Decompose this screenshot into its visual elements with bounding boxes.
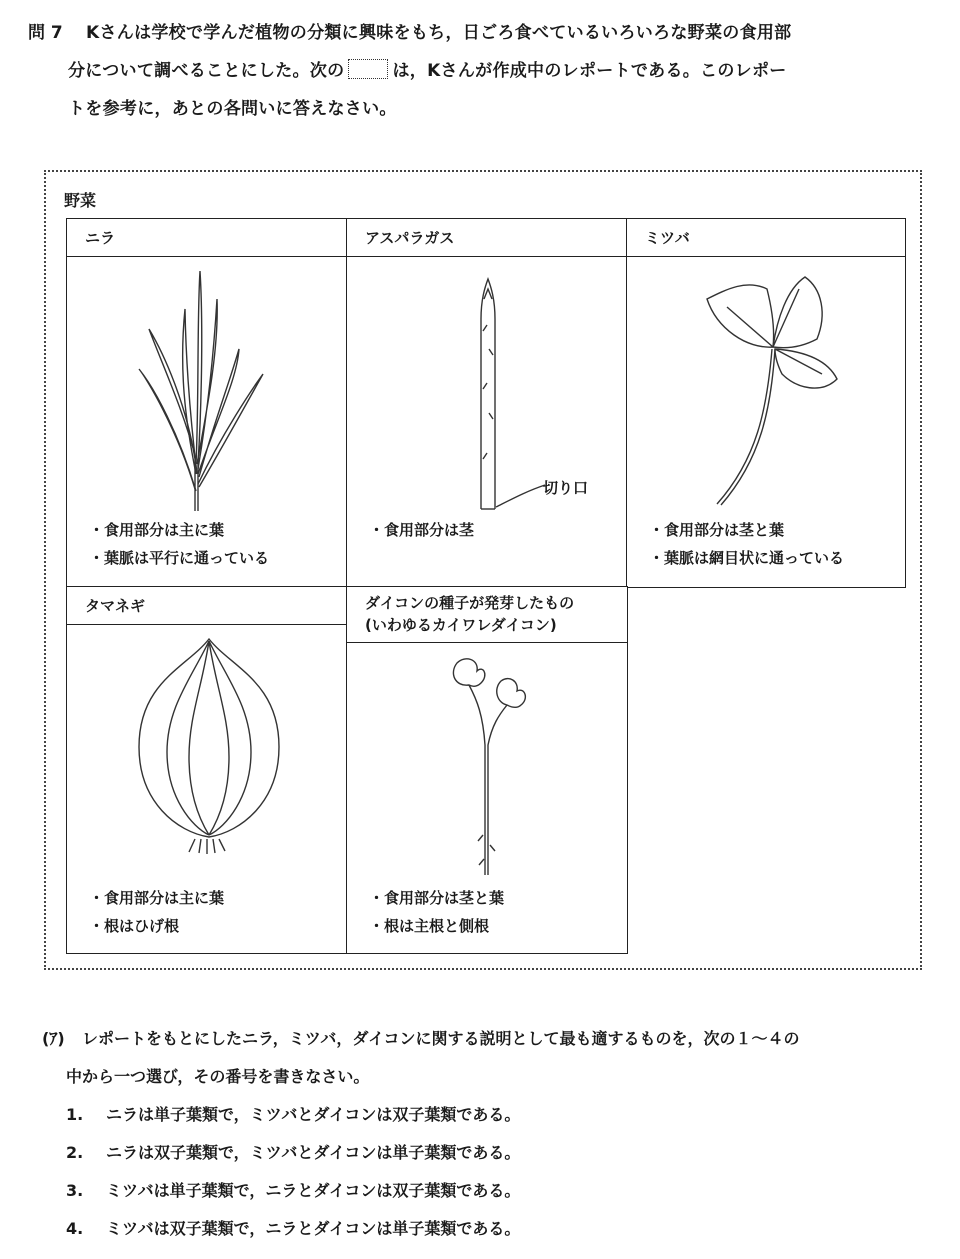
question-line-3: トを参考に，あとの各問いに答えなさい。 — [68, 99, 397, 119]
cell-tamanegi-title: タマネギ — [67, 587, 347, 625]
daikon-illustration — [347, 645, 627, 885]
tamanegi-note-1: ・食用部分は主に葉 — [89, 889, 225, 907]
question-line-1: Kさんは学校で学んだ植物の分類に興味をもち，日ごろ食べているいろいろな野菜の食用部 — [86, 23, 792, 43]
cell-asparagus-title: アスパラガス — [347, 219, 627, 257]
question-number: 問 7 — [28, 23, 63, 43]
report-box — [44, 170, 922, 970]
option-2 — [66, 1134, 520, 1172]
cell-mitsuba — [626, 218, 906, 588]
cell-nira-title: ニラ — [67, 219, 347, 257]
asparagus-note-1: ・食用部分は茎 — [369, 521, 475, 539]
question-line-2a: 分について調べることにした。次の — [68, 61, 345, 81]
option-3-number: 3. — [66, 1181, 84, 1200]
daikon-note-2: ・根は主根と側根 — [369, 917, 490, 935]
option-3 — [66, 1172, 520, 1210]
report-title: 野菜 — [64, 191, 97, 210]
cell-asparagus — [346, 218, 628, 588]
cell-mitsuba-title: ミツバ — [627, 219, 905, 257]
sub-question-line-2: 中から一つ選び，その番号を書きなさい。 — [66, 1067, 370, 1086]
cell-tamanegi — [66, 586, 348, 954]
cell-daikon — [346, 586, 628, 954]
option-1-text: ニラは単子葉類で，ミツバとダイコンは双子葉類である。 — [106, 1105, 521, 1124]
option-3-text: ミツバは単子葉類で，ニラとダイコンは双子葉類である。 — [106, 1181, 521, 1200]
option-4 — [66, 1210, 520, 1248]
mitsuba-illustration — [627, 259, 905, 519]
cell-daikon-title-line-1: ダイコンの種子が発芽したもの — [365, 594, 575, 612]
question-line-2 — [68, 52, 787, 90]
nira-note-1: ・食用部分は主に葉 — [89, 521, 225, 539]
option-4-number: 4. — [66, 1219, 84, 1238]
question-line-2b: は，Kさんが作成中のレポートである。このレポー — [392, 61, 787, 81]
option-1 — [66, 1096, 520, 1134]
option-1-number: 1. — [66, 1105, 84, 1124]
cell-daikon-title-line-2: (いわゆるカイワレダイコン) — [365, 616, 557, 634]
sub-question-mark: (ｱ) — [42, 1029, 65, 1048]
report-reference-box — [348, 59, 388, 79]
nira-illustration — [67, 259, 347, 519]
option-2-number: 2. — [66, 1143, 84, 1162]
cell-nira — [66, 218, 348, 588]
option-2-text: ニラは双子葉類で，ミツバとダイコンは単子葉類である。 — [106, 1143, 521, 1162]
mitsuba-note-1: ・食用部分は茎と葉 — [649, 521, 785, 539]
mitsuba-note-2: ・葉脈は網目状に通っている — [649, 549, 845, 567]
tamanegi-illustration — [67, 627, 347, 887]
option-4-text: ミツバは双子葉類で，ニラとダイコンは単子葉類である。 — [106, 1219, 521, 1238]
tamanegi-note-2: ・根はひげ根 — [89, 917, 180, 935]
asparagus-cut-label: 切り口 — [543, 479, 589, 497]
sub-question-line-1: レポートをもとにしたニラ，ミツバ，ダイコンに関する説明として最も適するものを，次の１～４の — [82, 1029, 800, 1048]
cell-daikon-title — [347, 587, 627, 643]
daikon-note-1: ・食用部分は茎と葉 — [369, 889, 505, 907]
nira-note-2: ・葉脈は平行に通っている — [89, 549, 270, 567]
